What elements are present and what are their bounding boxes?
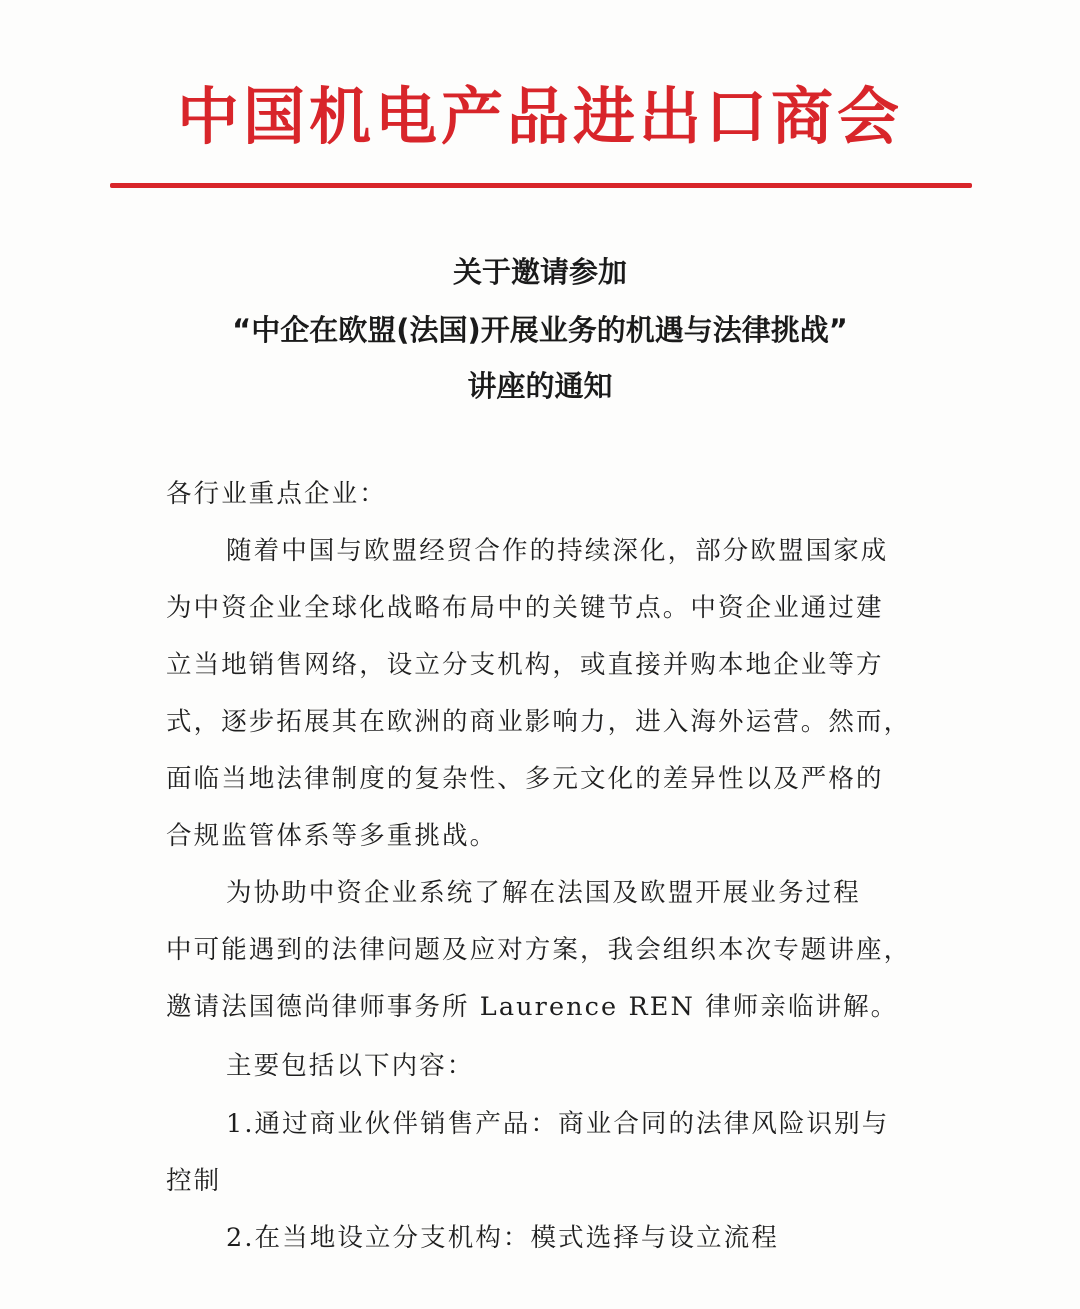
- paragraph-1-line: 立当地销售网络，设立分支机构，或直接并购本地企业等方: [166, 650, 884, 680]
- letterhead-org-name: 中国机电产品进出口商会: [176, 80, 903, 153]
- paragraph-2-line: 邀请法国德尚律师事务所 Laurence REN 律师亲临讲解。: [166, 992, 899, 1022]
- content-item-1-line: 控制: [166, 1166, 222, 1196]
- paragraph-2-line: 中可能遇到的法律问题及应对方案，我会组织本次专题讲座，: [166, 935, 912, 965]
- letterhead-divider: [110, 183, 972, 188]
- title-line-3: 讲座的通知: [467, 369, 613, 403]
- contents-intro: 主要包括以下内容：: [226, 1051, 475, 1081]
- paragraph-1-line: 面临当地法律制度的复杂性、多元文化的差异性以及严格的: [166, 764, 884, 794]
- paragraph-1-line: 为中资企业全球化战略布局中的关键节点。中资企业通过建: [166, 593, 884, 623]
- title-line-1: 关于邀请参加: [452, 255, 627, 289]
- paragraph-1-line: 式，逐步拓展其在欧洲的商业影响力，进入海外运营。然而，: [166, 707, 912, 737]
- content-item-1-line: 1.通过商业伙伴销售产品：商业合同的法律风险识别与: [226, 1109, 890, 1139]
- title-line-2: “中企在欧盟(法国)开展业务的机遇与法律挑战”: [232, 313, 848, 347]
- paragraph-1-line: 随着中国与欧盟经贸合作的持续深化，部分欧盟国家成: [226, 536, 889, 566]
- content-item-2: 2.在当地设立分支机构：模式选择与设立流程: [226, 1223, 779, 1253]
- paragraph-1-line: 合规监管体系等多重挑战。: [166, 821, 498, 851]
- salutation: 各行业重点企业：: [166, 479, 387, 509]
- paragraph-2-line: 为协助中资企业系统了解在法国及欧盟开展业务过程: [226, 878, 861, 908]
